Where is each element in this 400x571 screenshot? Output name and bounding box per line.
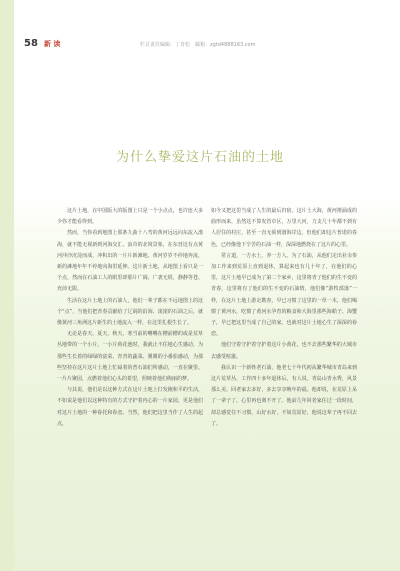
page-number: 58 [24, 38, 38, 49]
page-header [0, 38, 400, 52]
paragraph: 生活在这片土地上的石油人，他们一辈子都在不远地图上的这个“点”，当他们把青春贡献给了辽阔的沿海、滚滚的石油之后，就像黄河三角洲这片新生的土地流入一样，在这里扎根生长了。 [57, 297, 203, 327]
paragraph: 如今又把这里当成了人生的最后归宿。这片土大海，黄河推涌成的曲形而来，虽然这不算发管卓区，万里大河，力支几十年都不到有人居住的村庄，甚至一直无须到渤海岸边，但他们却这片普诺的春色，已经像他下辛苦的石油一样，深深地燃烧在了这片的心里。 [211, 208, 357, 248]
paragraph: 这片土地，在中国版大的版图上只是一个小点点，也许连大多少你才能看得到。 [57, 208, 203, 226]
article-title: 为什么挚爱这片石油的土地 [115, 150, 284, 165]
paragraph: 我认识一个新姓老石油，他老七十年代初从繁华城市青岛来到这片荒草丛，工作四十多年退休后，有人说，青岛山青水秀，风景那么美，回老家去多好，多去享享晚年的福。他却说，在荒原上呆了一辈子了，心里再也离不开了。他前几年回老家住过一段时间，却总感觉住不习惯，山好水好，不如荒原好，他说这辈子再不回去了。 [211, 364, 357, 427]
paragraph: 常言道，一方水土，养一方人。为了石油，从他们走出业余参加工作来到荒原上直到退休，算起来也有几十年了，在他们的心里，这片土地早已成为了第二个家乡，这里将青了他们的生不变的青春，这里将有了他们的生不变的石油情，他们像“游牧部落”一样，在这片土地上游走勘查，早已习惯了这里的一草一木，他们喝惯了黄河水，吃惯了黄河水孕育的粮食和大海里那些海蛤子、海蟹子，早已把这里当成了自己的家，也就对这片土地心生了深深的眷恋。 [211, 252, 357, 338]
paragraph: 无论是春天、夏天、秋天、寒当前的嘴嘴在槽前槽的或是荒草丛地带的一个小片，一小片荷花池时，我就止不住地心生感动，为那些生长着的绿绿的富菜、青青的蔬菜、翼翼的小番茄感动，为那些坚持在这片这片土地上忙碌着的普石油们所感动，一直在聚里、一片片聚园，点燃着他们心头的希望，照映着他们绚丽的梦。 [57, 331, 203, 383]
paragraph: 与其说，他们是以这种方式在这片土地上打发掩和平的生活，不如说是他们以这种特有的方式守护着内心的一片家园，更是他们对这片土地的一种眷托和眷恋。当然，他们把这里当作了人生的起点， [57, 387, 203, 427]
paragraph: 他们守着守护着守护着这片小黄花，也不去那些繁华的大城市去感受喧嚣。 [211, 342, 357, 360]
section-label: 新 读 [44, 40, 61, 48]
editor-info: 栏目责任编辑：丁青松 邮箱：zgtd4888163.com [140, 42, 256, 48]
article-right-column [211, 206, 357, 430]
article-left-column [57, 206, 203, 430]
page-margin-bar [0, 0, 14, 571]
paragraph: 然而，当你看到地图上那条九曲十八弯的黄河远远向东流入渤海，就不能无视新到河海交汇、浪奇的北境景象，在东营这有点黄河冲沙沉淀而成，冲积出的一片片新滩地。黄河岁岁不停地奔流，新的滩地年年不停地向海里延伸。这片新土地，从地图上看只是一个点，然而在石油工人的眼里却那片广阔、广袤无垠，静静等苍、充沛无限。 [57, 230, 203, 293]
